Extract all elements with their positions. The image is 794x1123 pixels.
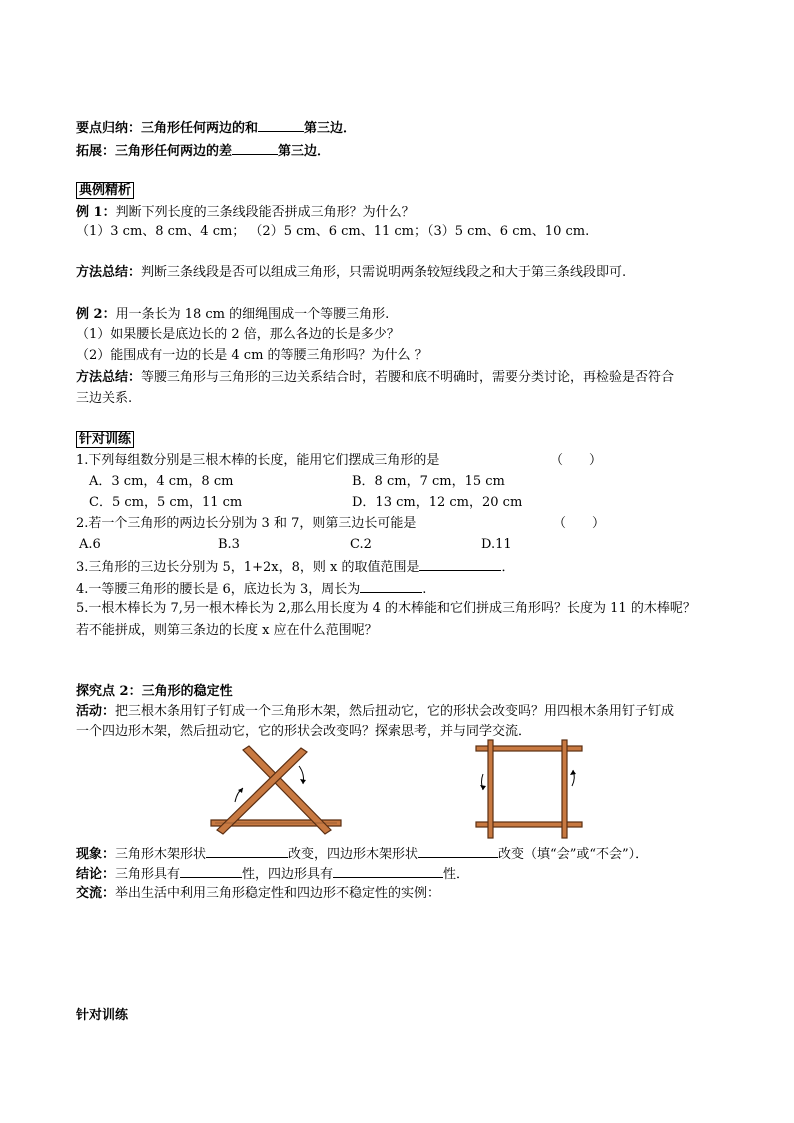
question-3 [76, 557, 514, 577]
question-5-line2: 若不能拼成，则第三条边的长度 x 应在什么范围呢？ [76, 623, 378, 638]
extension-label: 拓展： [76, 144, 116, 159]
question-1-option-b: B．8 cm，7 cm，15 cm [352, 474, 505, 489]
method-1-text: 判断三条线段是否可以组成三角形，只需说明两条较短线段之和大于第三条线段即可. [141, 265, 627, 280]
method-2-text-line2: 三边关系. [76, 391, 133, 406]
activity-label: 活动： [76, 704, 116, 719]
example-2-label: 例 2： [76, 307, 116, 322]
conclusion-text-b: 性，四边形具有 [242, 867, 334, 882]
question-1-answer-paren: （ ） [550, 453, 603, 468]
key-point-summary [76, 118, 356, 138]
method-summary-2 [76, 369, 674, 387]
phenomenon-text-c: 改变（填“会”或“不会”）． [498, 847, 649, 862]
phenomenon-blank-2 [418, 844, 498, 858]
training-header [76, 431, 134, 449]
method-2-text-line1: 等腰三角形与三角形的三边关系结合时，若腰和底不明确时，需要分类讨论，再检验是否符合 [141, 370, 675, 385]
activity-text-line1: 把三根木条用钉子钉成一个三角形木架，然后扭动它，它的形状会改变吗？用四根木条用钉子钉成 [115, 704, 675, 719]
examples-header [76, 182, 134, 200]
conclusion-label: 结论： [76, 867, 116, 882]
conclusion-line [76, 864, 469, 884]
question-2: 2.若一个三角形的两边长分别为 3 和 7，则第三边长可能是 [76, 516, 417, 531]
example-1-label: 例 1： [76, 205, 116, 220]
extension-blank [232, 141, 278, 155]
examples-header-label: 典例精析 [76, 182, 134, 199]
key-point-extension [76, 141, 330, 161]
conclusion-blank-1 [180, 864, 242, 878]
method-2-label: 方法总结： [76, 370, 142, 385]
quad-left-bar [488, 740, 493, 838]
extension-text: 三角形任何两边的差 [115, 144, 233, 159]
conclusion-text-a: 三角形具有 [115, 867, 181, 882]
extension-text-end: 第三边． [278, 144, 331, 159]
triangle-frame-figure [205, 746, 345, 838]
conclusion-blank-2 [333, 864, 443, 878]
summary-blank [258, 118, 304, 132]
question-1: 1.下列每组数分别是三根木棒的长度，能用它们摆成三角形的是 [76, 453, 440, 468]
question-3-text: 3.三角形的三边长分别为 5，1+2x，8，则 x 的取值范围是 [76, 560, 420, 575]
method-summary-1 [76, 264, 626, 282]
question-1-option-a: A．3 cm，4 cm，8 cm [89, 474, 234, 489]
quad-right-bar [562, 740, 567, 838]
question-1-option-c: C．5 cm，5 cm，11 cm [89, 495, 243, 510]
example-1-options: （1）3 cm、8 cm、4 cm； （2）5 cm、6 cm、11 cm；（3）5 cm、6 cm、10 cm. [76, 224, 590, 239]
summary-text-end: 第三边． [304, 121, 357, 136]
exchange-label: 交流： [76, 886, 116, 901]
conclusion-text-c: 性． [443, 867, 470, 882]
exchange-line [76, 885, 440, 903]
phenomenon-label: 现象： [76, 847, 116, 862]
question-2-answer-paren: （ ） [553, 516, 606, 531]
summary-label: 要点归纳： [76, 121, 142, 136]
example-2-part-1: （1）如果腰长是底边长的 2 倍，那么各边的长是多少？ [76, 327, 400, 342]
activity-line2: 一个四边形木架，然后扭动它，它的形状会改变吗？探索思考，并与同学交流． [76, 724, 532, 739]
phenomenon-blank-1 [206, 844, 288, 858]
example-2 [76, 306, 389, 324]
example-1 [76, 204, 415, 222]
training-header-2: 针对训练 [76, 1008, 129, 1023]
question-4-blank [360, 579, 422, 593]
question-2-option-c: C.2 [350, 537, 372, 552]
example-2-question: 用一条长为 18 cm 的细绳围成一个等腰三角形. [115, 307, 390, 322]
phenomenon-text-b: 改变，四边形木架形状 [288, 847, 419, 862]
question-2-option-d: D.11 [481, 537, 512, 552]
question-2-option-b: B.3 [218, 537, 240, 552]
method-1-label: 方法总结： [76, 265, 142, 280]
question-1-option-d: D．13 cm，12 cm，20 cm [352, 495, 523, 510]
quadrilateral-frame-figure [474, 740, 584, 840]
phenomenon-line [76, 844, 648, 864]
example-1-question: 判断下列长度的三条线段能否拼成三角形？为什么？ [115, 205, 415, 220]
activity-line1 [76, 703, 674, 721]
example-2-part-2: （2）能围成有一边的长是 4 cm 的等腰三角形吗？为什么 ？ [76, 348, 428, 363]
training-header-label: 针对训练 [76, 431, 134, 448]
question-4-end: . [422, 582, 427, 597]
section-stability-title: 探究点 2：三角形的稳定性 [76, 684, 233, 699]
question-2-option-a: A.6 [79, 537, 101, 552]
summary-text: 三角形任何两边的和 [141, 121, 259, 136]
question-4 [76, 579, 426, 599]
phenomenon-text-a: 三角形木架形状 [115, 847, 207, 862]
question-3-blank [419, 557, 501, 571]
exchange-text: 举出生活中利用三角形稳定性和四边形不稳定性的实例： [115, 886, 441, 901]
question-5-line1: 5.一根木棒长为 7,另一根木棒长为 2,那么用长度为 4 的木棒能和它们拼成三角形吗？长度为 11 的木棒呢？ [76, 601, 696, 616]
question-3-end: ． [501, 560, 515, 575]
question-4-text: 4.一等腰三角形的腰长是 6，底边长为 3，周长为 [76, 582, 361, 597]
